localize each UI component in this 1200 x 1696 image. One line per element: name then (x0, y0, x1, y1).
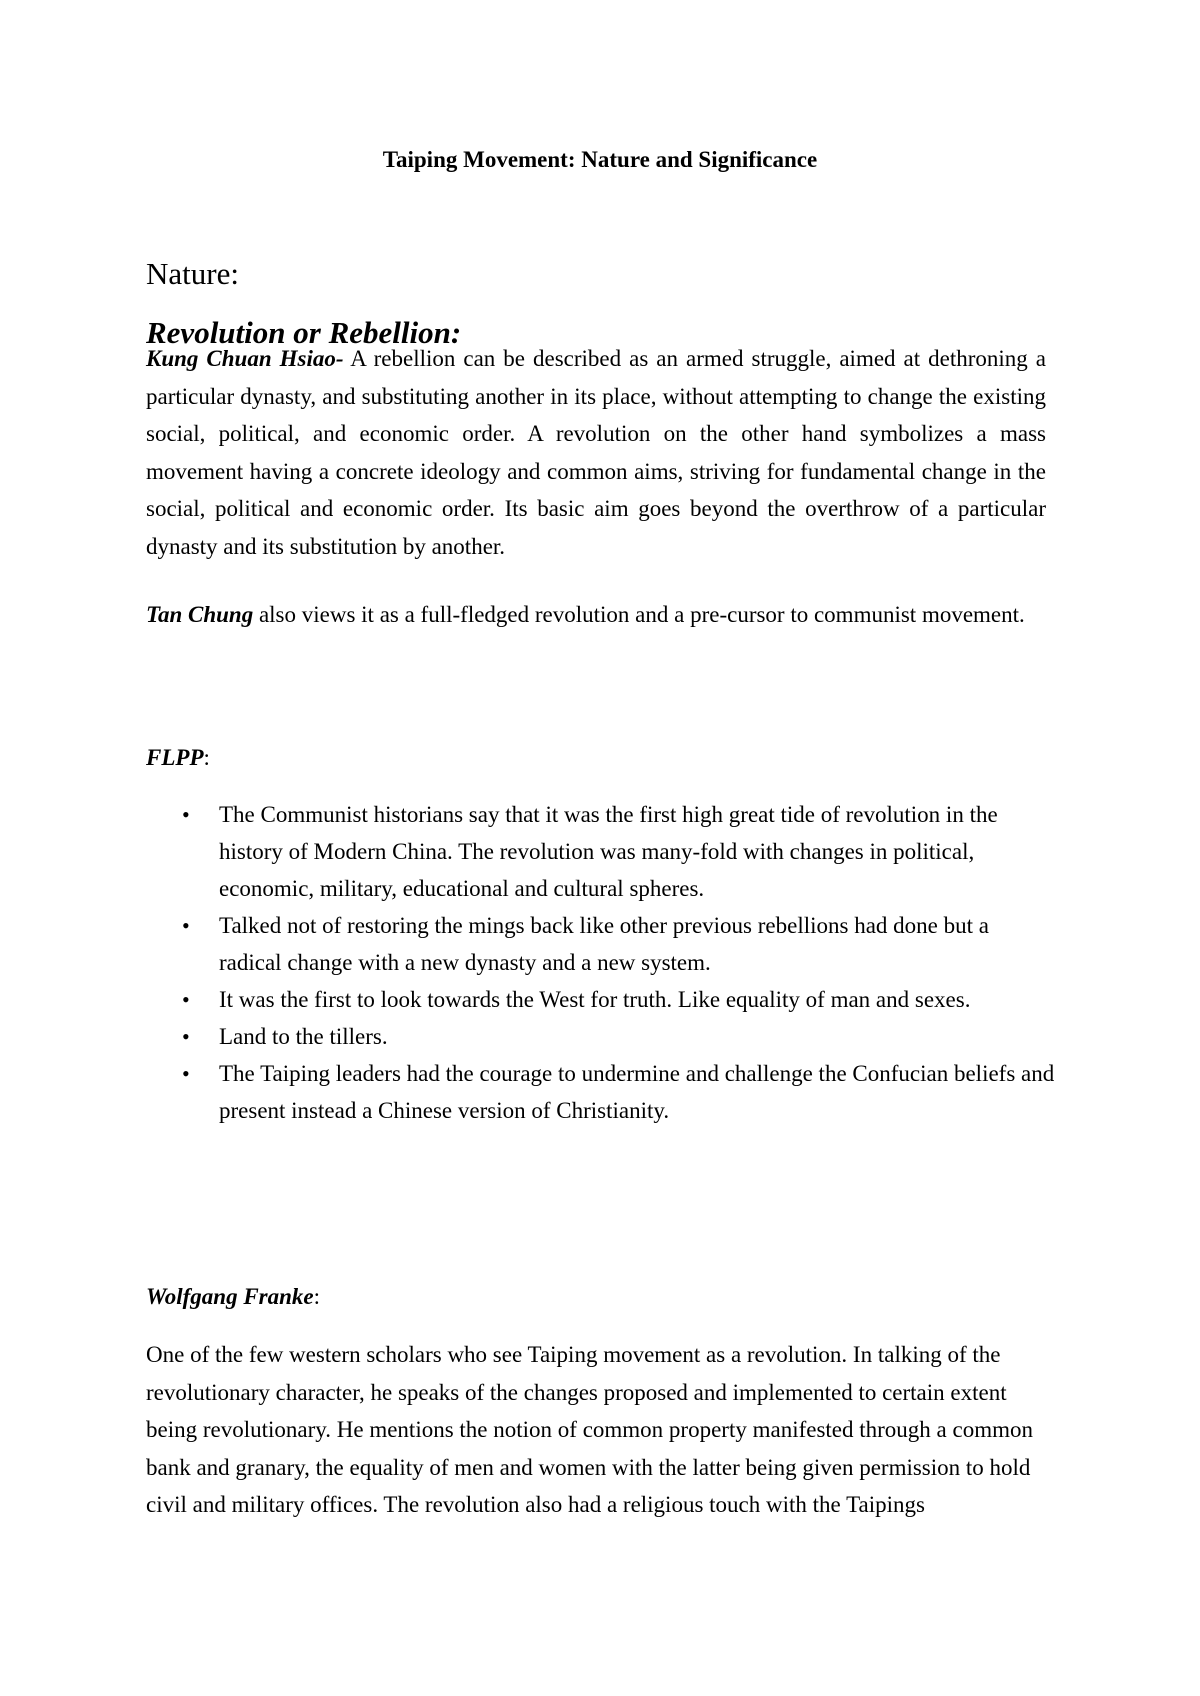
paragraph-hsiao-text: A rebellion can be described as an armed struggle, aimed at dethroning a particular dynasty, and substituting another in its place, without attempting to change the existing social, political, and economic order. A revolution on the other hand symbolizes a mass movement having a concrete ideology and common aims, striving for fundamental change in the social, political and economic order. Its basic aim goes beyond the overthrow of a particular dynasty and its substitution by another. (146, 346, 1047, 559)
list-item: • Talked not of restoring the mings back like other previous rebellions had done but a radical change with a new dynasty and a new system. (146, 907, 1056, 981)
heading-nature: Nature: (146, 256, 239, 291)
author-name-franke: Wolfgang Franke (146, 1284, 314, 1309)
paragraph-hsiao (146, 340, 1046, 565)
list-item: • It was the first to look towards the West for truth. Like equality of man and sexes. (146, 981, 1056, 1018)
flpp-bullet-list (146, 796, 1056, 1129)
author-name-tan-chung: Tan Chung (146, 602, 254, 627)
author-name-flpp: FLPP (146, 745, 204, 770)
list-item: • Land to the tillers. (146, 1018, 1056, 1055)
heading-wolfgang-franke: Wolfgang Franke: (146, 1284, 321, 1309)
list-item: • The Communist historians say that it was the first high great tide of revolution in the history of Modern China. The revolution was many-fold with changes in political, economic, military, educational and cultural spheres. (146, 796, 1056, 907)
author-name-hsiao: Kung Chuan Hsiao- (146, 346, 344, 371)
paragraph-franke: One of the few western scholars who see Taiping movement as a revolution. In talking of the revolutionary character, he speaks of the changes proposed and implemented to certain extent being revolutionary. He mentions the notion of common property manifested through a common bank and granary, the equality of men and women with the latter being given permission to hold civil and military offices. The revolution also had a religious touch with the Taipings (146, 1342, 1034, 1517)
heading-flpp: FLPP: (146, 745, 210, 770)
page-title: Taiping Movement: Nature and Significance (382, 147, 818, 172)
paragraph-tan-chung-text: also views it as a full-fledged revolution and a pre-cursor to communist movement. (253, 602, 1025, 627)
heading-revolution-or-rebellion: Revolution or Rebellion: (146, 315, 462, 350)
paragraph-tan-chung (146, 596, 1046, 634)
list-item: • The Taiping leaders had the courage to undermine and challenge the Confucian beliefs and present instead a Chinese version of Christianity. (146, 1055, 1056, 1129)
